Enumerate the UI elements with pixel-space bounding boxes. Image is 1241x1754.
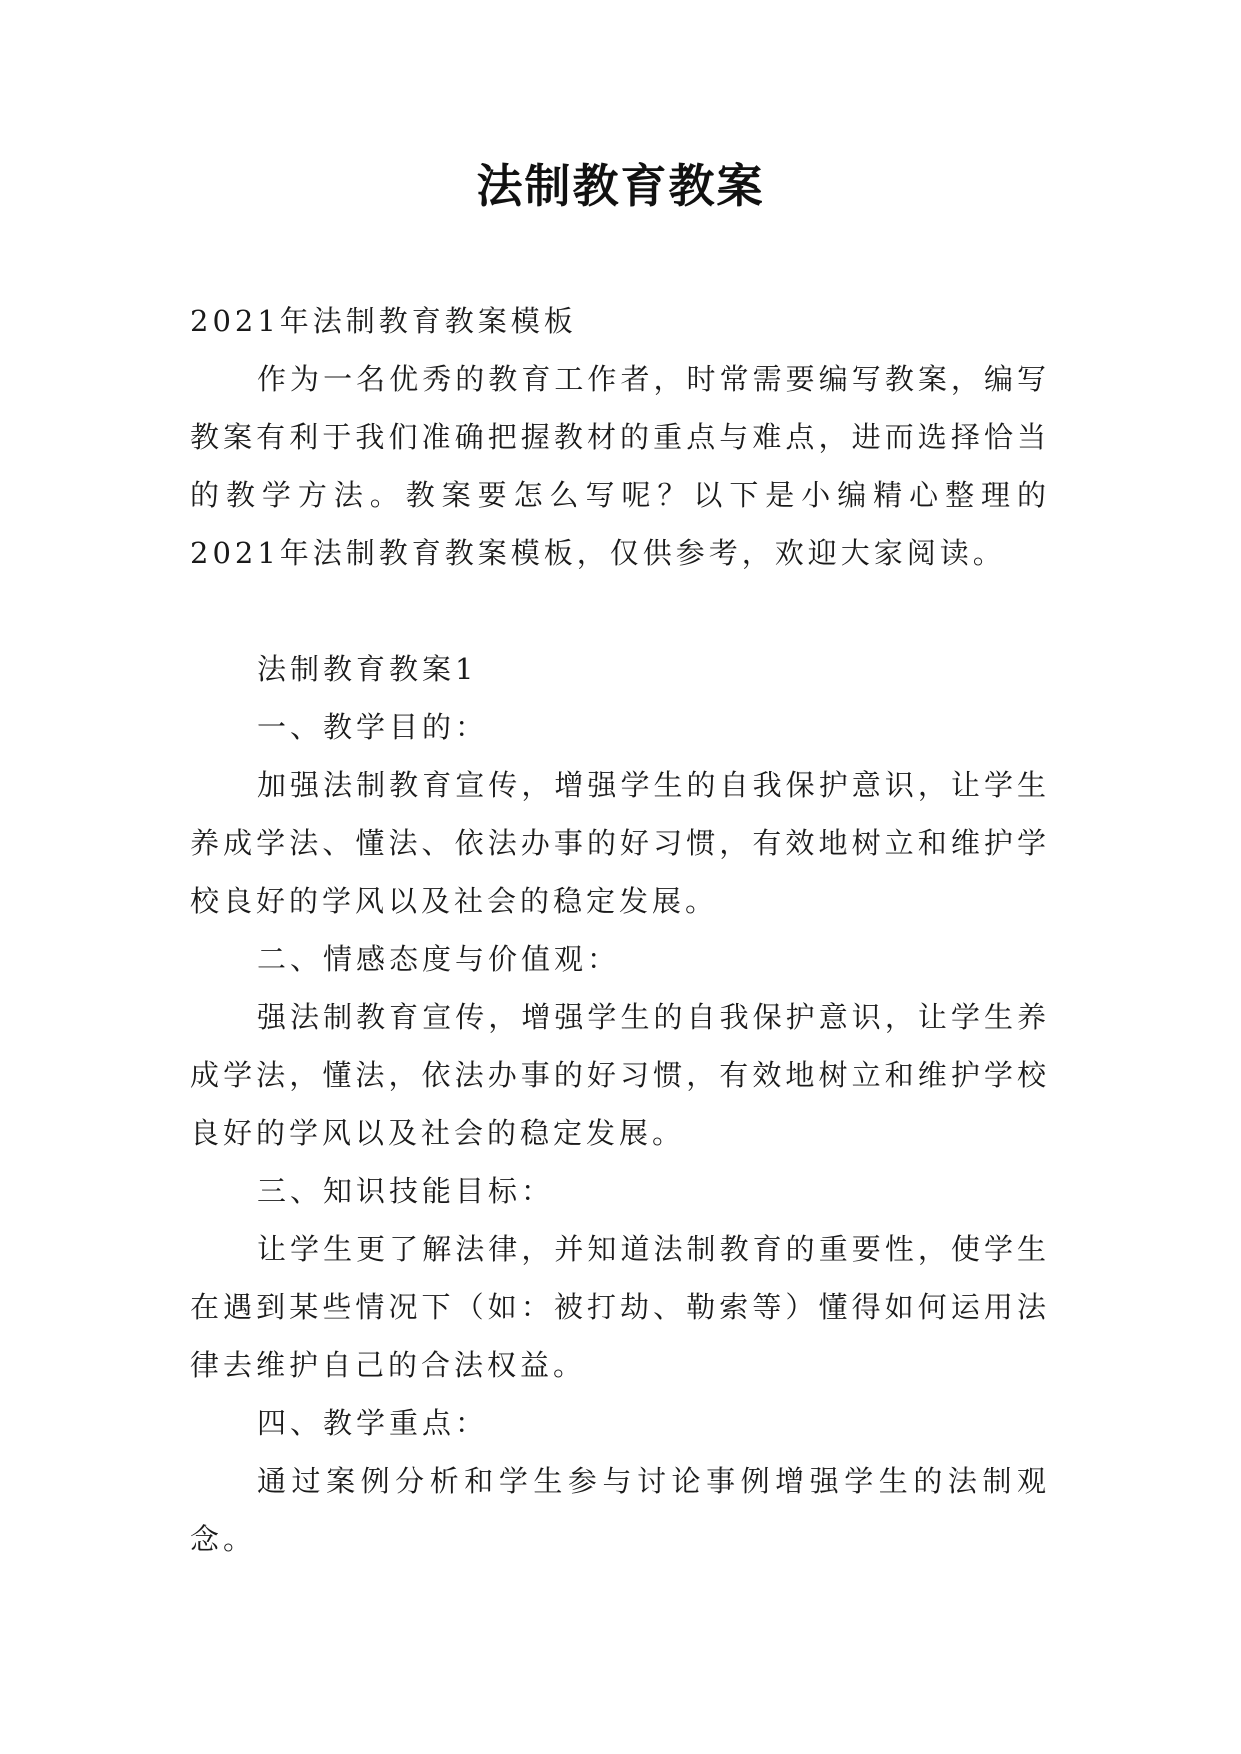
section-title: 法制教育教案1 bbox=[257, 652, 478, 686]
document-body bbox=[190, 292, 1050, 1568]
section-body-objectives: 加强法制教育宣传，增强学生的自我保护意识，让学生养成学法、懂法、依法办事的好习惯，有效地树立和维护学校良好的学风以及社会的稳定发展。 bbox=[190, 768, 1050, 918]
section-body-focus: 通过案例分析和学生参与讨论事例增强学生的法制观念。 bbox=[190, 1464, 1050, 1556]
section-heading-focus: 四、教学重点： bbox=[257, 1406, 489, 1440]
section-heading-objectives: 一、教学目的： bbox=[257, 710, 489, 744]
document-subtitle: 2021年法制教育教案模板 bbox=[190, 304, 577, 338]
section-heading-values: 二、情感态度与价值观： bbox=[257, 942, 621, 976]
paragraph-spacer bbox=[190, 582, 1050, 640]
section-body-skills: 让学生更了解法律，并知道法制教育的重要性，使学生在遇到某些情况下（如：被打劫、勒索等）懂得如何运用法律去维护自己的合法权益。 bbox=[190, 1232, 1050, 1382]
section-heading-skills: 三、知识技能目标： bbox=[257, 1174, 555, 1208]
section-body-values: 强法制教育宣传，增强学生的自我保护意识，让学生养成学法，懂法，依法办事的好习惯，有效地树立和维护学校良好的学风以及社会的稳定发展。 bbox=[190, 1000, 1050, 1150]
intro-paragraph: 作为一名优秀的教育工作者，时常需要编写教案，编写教案有利于我们准确把握教材的重点与难点，进而选择恰当的教学方法。教案要怎么写呢？以下是小编精心整理的2021年法制教育教案模板，仅供参考，欢迎大家阅读。 bbox=[190, 362, 1050, 570]
document-title: 法制教育教案 bbox=[476, 159, 765, 213]
